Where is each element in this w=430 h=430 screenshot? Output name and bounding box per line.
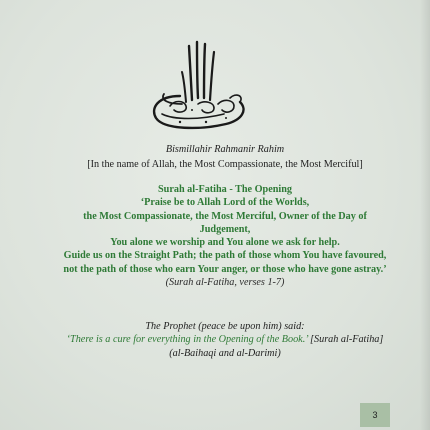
basmala-transliteration: Bismillahir Rahmanir Rahim <box>165 144 285 155</box>
fatiha-line: You alone we worship and You alone we ask for help. <box>110 237 340 249</box>
fatiha-line: the Most Compassionate, the Most Merciful, Owner of the Day of Judgement, <box>83 210 367 235</box>
page-number: 3 <box>360 403 390 427</box>
fatiha-line: not the path of those who earn Your anger, or those who have gone astray.’ <box>63 263 387 275</box>
hadith-quote: ‘There is a cure for everything in the Opening of the Book.’ <box>66 334 308 346</box>
fatiha-heading: Surah al-Fatiha - The Opening <box>158 184 292 195</box>
fatiha-line: ‘Praise be to Allah Lord of the Worlds, <box>140 197 310 209</box>
hadith-quote-source: [Surah al-Fatiha] <box>310 334 384 346</box>
hadith-quote-line <box>60 333 390 346</box>
hadith-section <box>60 320 390 360</box>
fatiha-line: Guide us on the Straight Path; the path of those whom You have favoured, <box>63 250 387 262</box>
fatiha-section <box>60 183 390 289</box>
basmala-calligraphy-icon <box>140 34 260 134</box>
hadith-intro: The Prophet (peace be upon him) said: <box>145 321 305 332</box>
hadith-reference: (al-Baihaqi and al-Darimi) <box>169 347 281 359</box>
page-edge-shadow <box>420 0 430 430</box>
basmala-translation: [In the name of Allah, the Most Compassionate, the Most Merciful] <box>87 159 363 170</box>
fatiha-reference: (Surah al-Fatiha, verses 1-7) <box>165 277 285 289</box>
basmala-section <box>60 142 390 172</box>
